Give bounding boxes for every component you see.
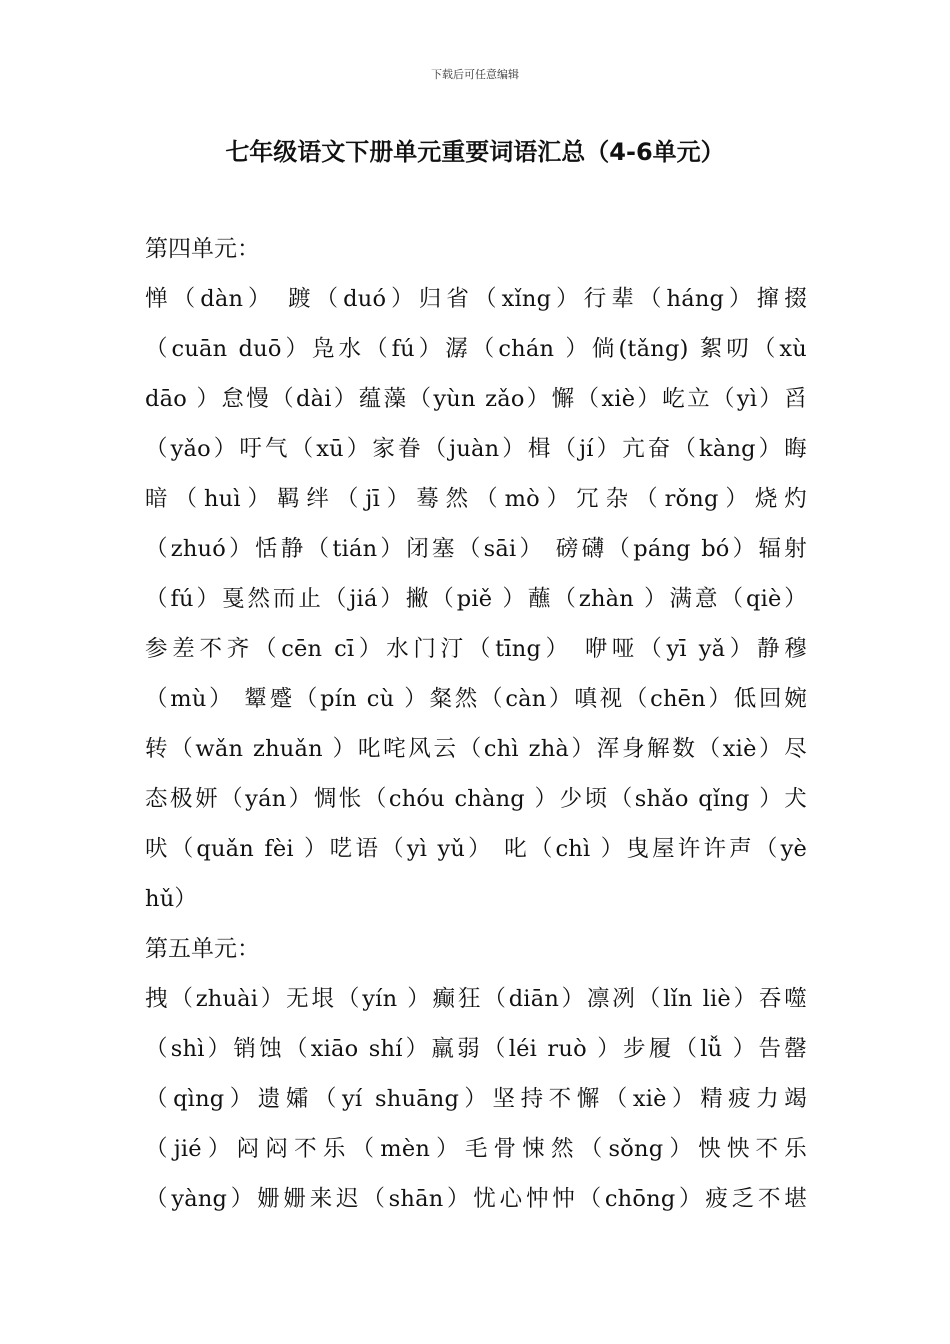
vocab-line: （mù） 颦蹙（pín cù ）粲然（càn）嗔视（chēn）低回婉: [145, 686, 807, 712]
vocab-line: （cuān duō）凫水（fú）潺（chán ）倘(tǎng) 絮叨（xù: [145, 336, 807, 362]
vocab-line: （yàng）姗姗来迟（shān）忧心忡忡（chōng）疲乏不堪: [145, 1186, 807, 1212]
vocab-line: （jié）闷闷不乐（mèn）毛骨悚然（sǒng）怏怏不乐: [145, 1136, 807, 1162]
document-title: 七年级语文下册单元重要词语汇总（4-6单元）: [225, 138, 725, 166]
vocab-line: dāo ）怠慢（dài）蕴藻（yùn zǎo）懈（xiè）屹立（yì）舀: [145, 386, 807, 412]
section-unit-4: [145, 224, 807, 924]
header-note: 下载后可任意编辑: [431, 68, 519, 81]
vocab-line: 拽（zhuài）无垠（yín ）癫狂（diān）凛冽（lǐn liè）吞噬: [145, 986, 807, 1012]
vocab-line: （qìng）遗孀（yí shuāng）坚持不懈（xiè）精疲力竭: [145, 1086, 807, 1112]
vocab-line: （fú）戛然而止（jiá）撇（piě ）蘸（zhàn ）满意（qiè）: [145, 586, 807, 612]
section-heading: 第四单元：: [145, 236, 260, 262]
vocab-line: （yǎo）吁气（xū）家眷（juàn）楫（jí）亢奋（kàng）晦: [145, 436, 807, 462]
vocab-line: 态极妍（yán）惆怅（chóu chàng ）少顷（shǎo qǐng ）犬: [145, 786, 807, 812]
vocab-line: （zhuó）恬静（tián）闭塞（sāi） 磅礴（páng bó）辐射: [145, 536, 807, 562]
section-heading: 第五单元：: [145, 936, 260, 962]
vocab-line: （shì）销蚀（xiāo shí）羸弱（léi ruò ）步履（lǚ ）告罄: [145, 1036, 807, 1062]
vocab-line: 参差不齐（cēn cī）水门汀（tīng） 咿哑（yī yǎ）静穆: [145, 636, 807, 662]
vocab-line: hǔ）: [145, 886, 198, 912]
section-unit-5: [145, 924, 807, 1224]
document-body: [145, 224, 807, 1224]
vocab-line: 转（wǎn zhuǎn ）叱咤风云（chì zhà）浑身解数（xiè）尽: [145, 736, 807, 762]
vocab-line: 暗（huì）羁绊（jī）蓦然（mò）冗杂（rǒng）烧灼: [145, 486, 807, 512]
vocab-line: 惮（dàn） 踱（duó）归省（xǐng）行辈（háng）撺掇: [145, 286, 807, 312]
vocab-line: 吠（quǎn fèi ）呓语（yì yǔ） 叱（chì ）曳屋许许声（yè: [145, 836, 807, 862]
